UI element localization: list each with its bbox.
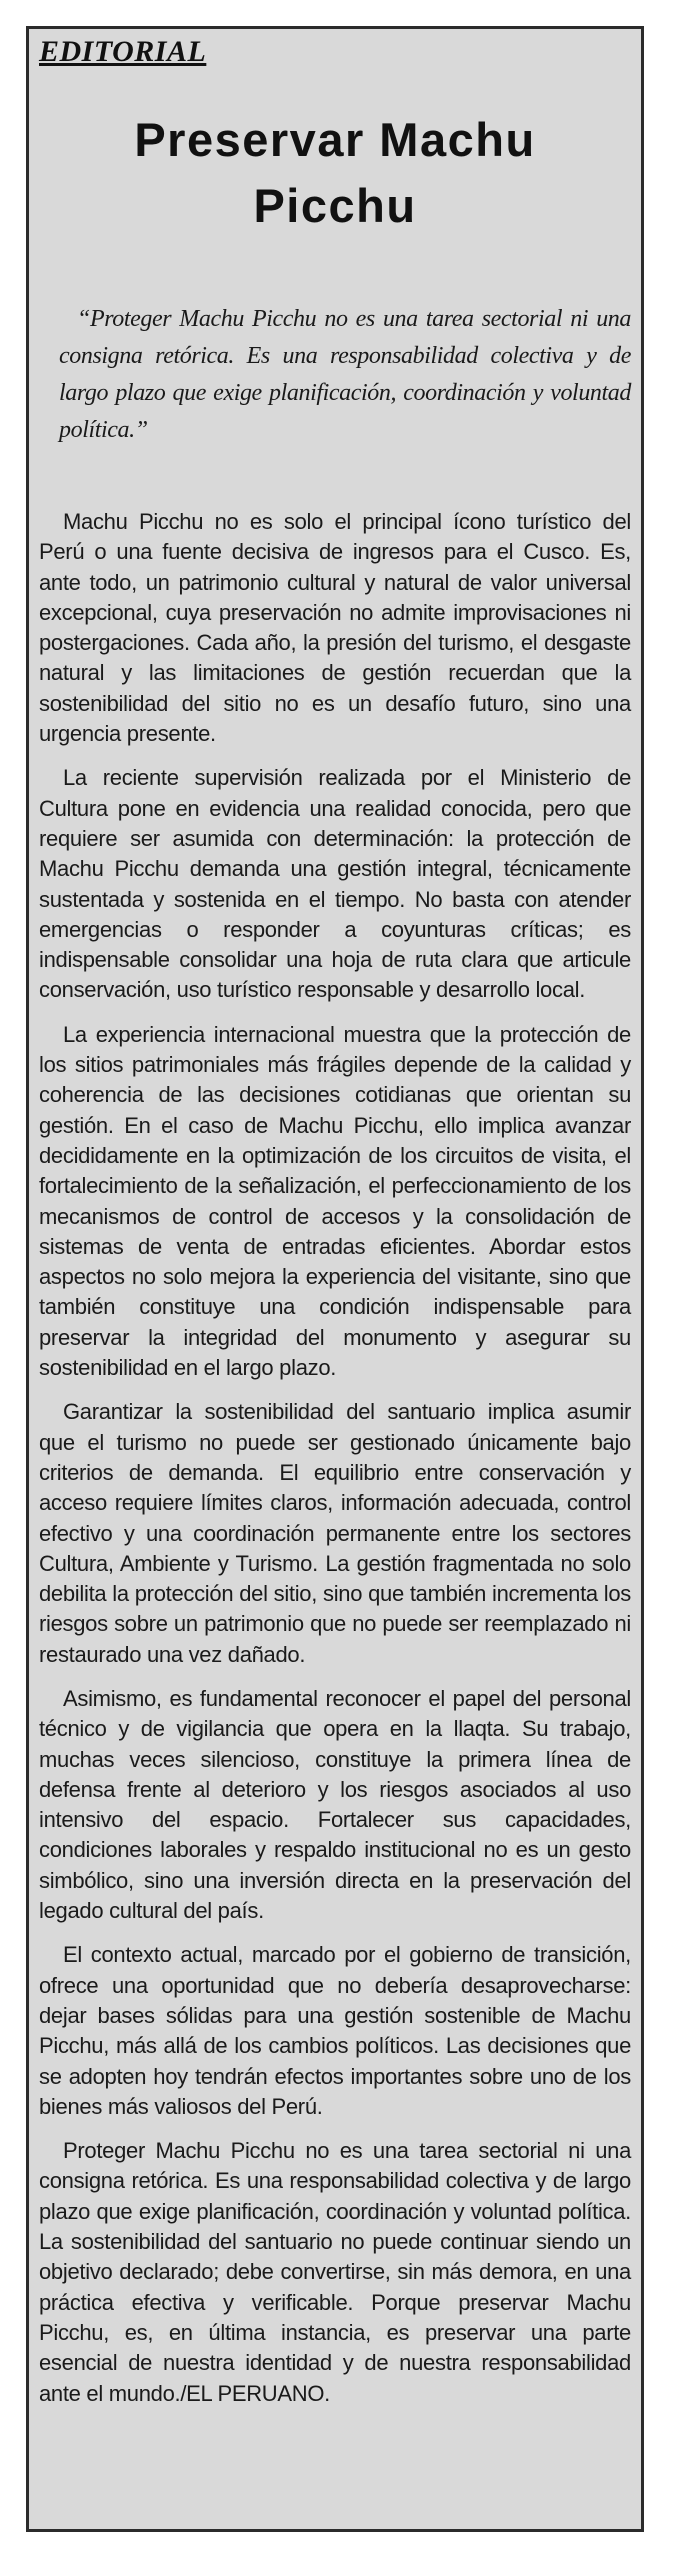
paragraph-3: La experiencia internacional muestra que la protección de los sitios patrimoniales más frágiles depende de la calidad y coherencia de las decisiones cotidianas que orientan su gestión. En el caso de Machu Picchu, ello implica avanzar decididamente en la optimización de los circuitos de visita, el fortalecimiento de la señalización, el perfeccionamiento de los mecanismos de control de accesos y la consolidación de sistemas de venta de entradas eficientes. Abordar estos aspectos no solo mejora la experiencia del visitante, sino que también constituye una condición indispensable para preservar la integridad del monumento y asegurar su sostenibilidad en el largo plazo. bbox=[39, 1021, 631, 1381]
headline: Preservar Machu Picchu bbox=[134, 113, 536, 232]
pullquote: “Proteger Machu Picchu no es una tarea sectorial ni una consigna retórica. Es una responsabilidad colectiva y de largo plazo que exige planificación, coordinación y voluntad política.” bbox=[59, 306, 631, 443]
paragraph-6: El contexto actual, marcado por el gobierno de transición, ofrece una oportunidad que no debería desaprovecharse: dejar bases sólidas para una gestión sostenible de Machu Picchu, más allá de los cambios políticos. Las decisiones que se adopten hoy tendrán efectos importantes sobre uno de los bienes más valiosos del Perú. bbox=[39, 1942, 631, 2119]
editorial-box bbox=[26, 26, 644, 2532]
paragraph-5: Asimismo, es fundamental reconocer el papel del personal técnico y de vigilancia que opera en la llaqta. Su trabajo, muchas veces silencioso, constituye la primera línea de defensa frente al deterioro y los riesgos asociados al uso intensivo del espacio. Fortalecer sus capacidades, condiciones laborales y respaldo institucional no es un gesto simbólico, sino una inversión directa en la preservación del legado cultural del país. bbox=[39, 1685, 631, 1924]
paragraph-2: La reciente supervisión realizada por el Ministerio de Cultura pone en evidencia una realidad conocida, pero que requiere ser asumida con determinación: la protección de Machu Picchu demanda una gestión integral, técnicamente sustentada y sostenida en el tiempo. No basta con atender emergencias o responder a coyunturas críticas; es indispensable consolidar una hoja de ruta clara que articule conservación, uso turístico responsable y desarrollo local. bbox=[39, 765, 631, 1003]
paragraph-1: Machu Picchu no es solo el principal ícono turístico del Perú o una fuente decisiva de ingresos para el Cusco. Es, ante todo, un patrimonio cultural y natural de valor universal excepcional, cuya preservación no admite improvisaciones ni postergaciones. Cada año, la presión del turismo, el desgaste natural y las limitaciones de gestión recuerdan que la sostenibilidad del sitio no es un desafío futuro, sino una urgencia presente. bbox=[39, 509, 631, 747]
section-label: EDITORIAL bbox=[39, 35, 207, 68]
paragraph-7: Proteger Machu Picchu no es una tarea sectorial ni una consigna retórica. Es una responsabilidad colectiva y de largo plazo que exige planificación, coordinación y voluntad política. La sostenibilidad del santuario no puede continuar siendo un objetivo declarado; debe convertirse, sin más demora, en una práctica efectiva y verificable. Porque preservar Machu Picchu, es, en última instancia, es preservar una parte esencial de nuestra identidad y de nuestra responsabilidad ante el mundo./EL PERUANO. bbox=[39, 2138, 631, 2406]
paragraph-4: Garantizar la sostenibilidad del santuario implica asumir que el turismo no puede ser gestionado únicamente bajo criterios de demanda. El equilibrio entre conservación y acceso requiere límites claros, información adecuada, control efectivo y una coordinación permanente entre los sectores Cultura, Ambiente y Turismo. La gestión fragmentada no solo debilita la protección del sitio, sino que también incrementa los riesgos sobre un patrimonio que no puede ser reemplazado ni restaurado una vez dañado. bbox=[39, 1399, 631, 1667]
article-body bbox=[39, 507, 631, 2423]
